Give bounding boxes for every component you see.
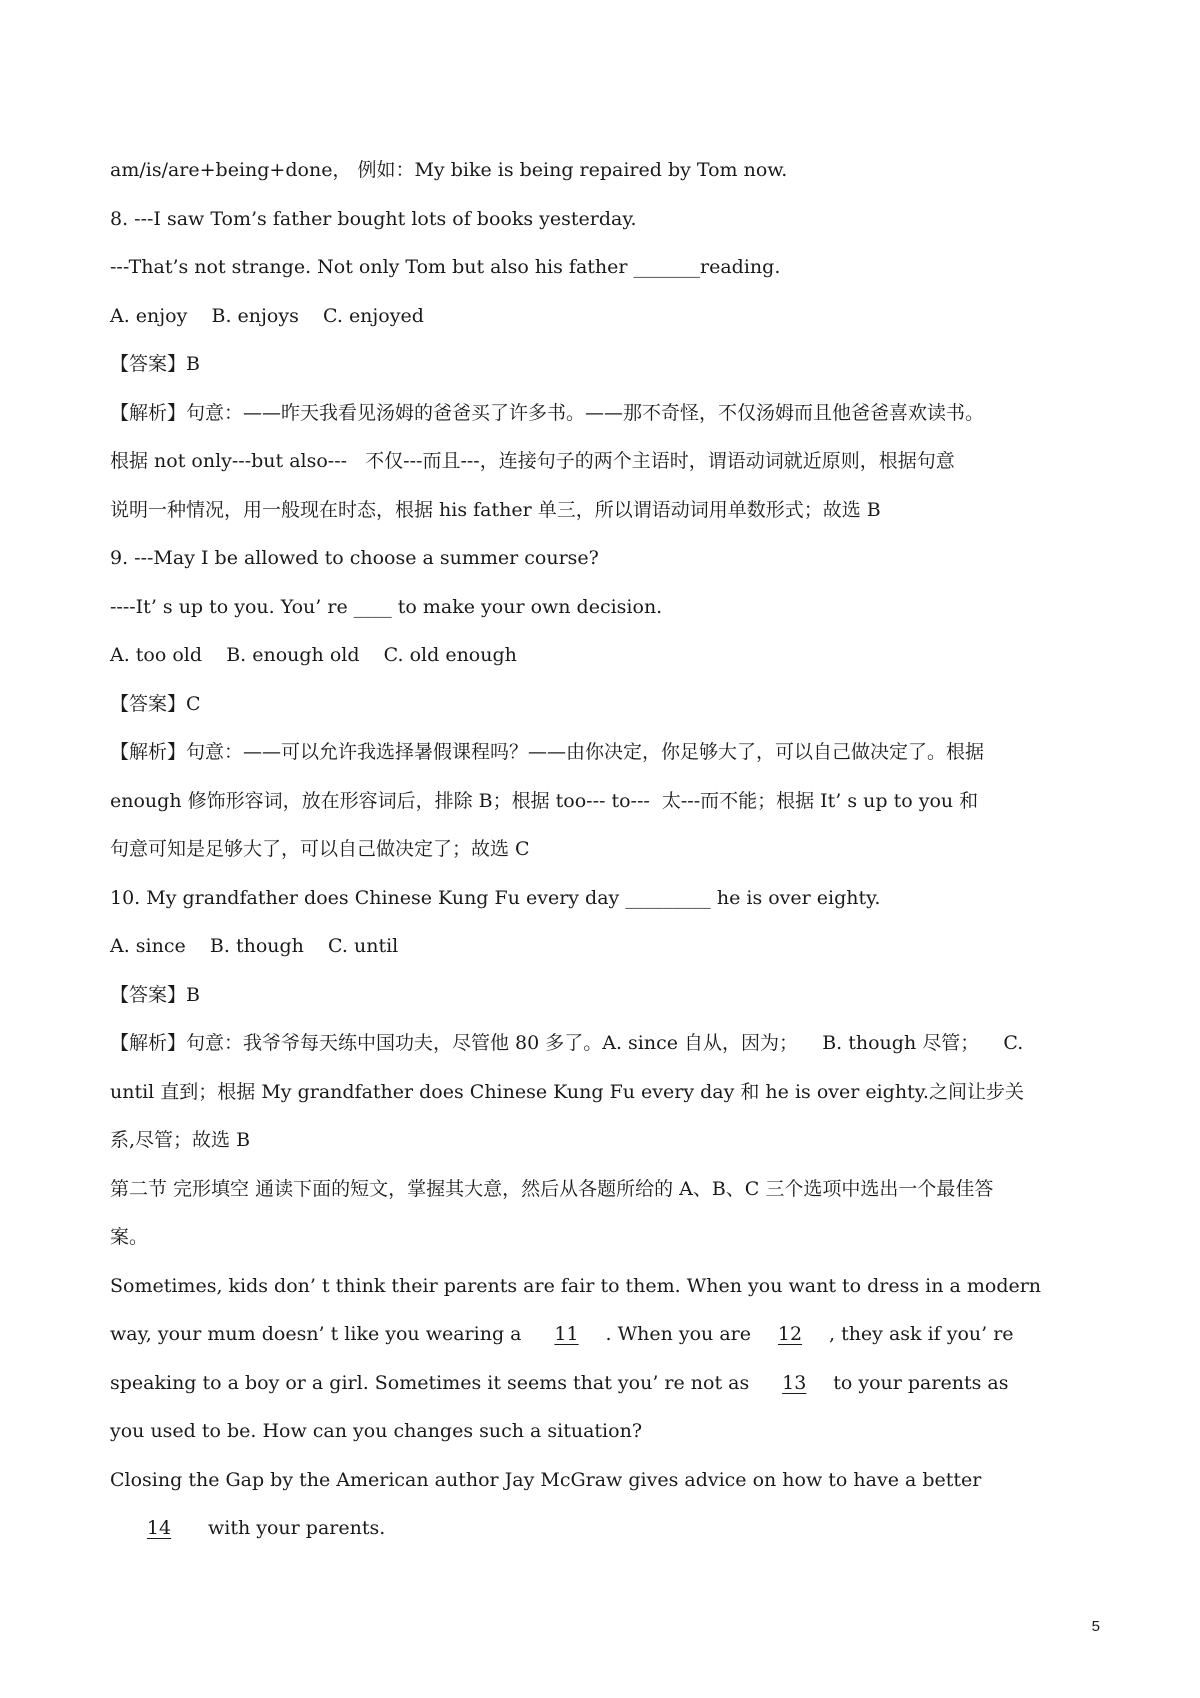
blank-11: 11 [554, 1323, 579, 1345]
explanation-line: 根据 not only---but also--- 不仅---而且---，连接句子的两个主语时，谓语动词就近原则，根据句意 [110, 450, 955, 472]
passage-line [110, 1504, 1100, 1553]
blank-13: 13 [782, 1371, 807, 1394]
explanation-line: 系,尽管；故选 B [110, 1129, 251, 1151]
explanation-line: 【解析】句意：我爷爷每天练中国功夫，尽管他 80 多了。A. since 自从，因为； B. though 尽管； C. [110, 1032, 1024, 1054]
answer-key: 【答案】C [110, 692, 201, 715]
passage-text: to your parents as [833, 1371, 1009, 1394]
passage-line: you used to be. How can you changes such a situation? [110, 1420, 642, 1442]
answer-options: A. too old B. enough old C. old enough [110, 644, 517, 666]
blank-12: 12 [777, 1323, 803, 1345]
question-8: 8. ---I saw Tom’s father bought lots of books yesterday. [110, 207, 637, 230]
question-9: 9. ---May I be allowed to choose a summer course? [110, 547, 599, 569]
explanation-line: 【解析】句意：——昨天我看见汤姆的爸爸买了许多书。——那不奇怪，不仅汤姆而且他爸爸喜欢读书。 [110, 401, 985, 424]
passage-line [110, 1359, 1100, 1408]
text-line: ---That’s not strange. Not only Tom but also his father _______reading. [110, 256, 781, 278]
explanation-line: until 直到；根据 My grandfather does Chinese Kung Fu every day 和 he is over eighty.之间让步关 [110, 1080, 1024, 1103]
text-line: am/is/are+being+done， 例如：My bike is being repaired by Tom now. [110, 159, 788, 181]
document-body [110, 146, 1100, 1553]
blank-14: 14 [146, 1517, 172, 1539]
section-heading: 第二节 完形填空 通读下面的短文，掌握其大意，然后从各题所给的 A、B、C 三个选项中选出一个最佳答 [110, 1177, 994, 1200]
passage-text: . When you are [605, 1323, 751, 1345]
passage-text: , they ask if you’ re [828, 1323, 1014, 1345]
explanation-line: 句意可知是足够大了，可以自己做决定了；故选 C [110, 838, 530, 860]
page-number: 5 [1091, 1618, 1100, 1635]
explanation-line: 说明一种情况，用一般现在时态，根据 his father 单三，所以谓语动词用单数形式；故选 B [110, 498, 881, 521]
answer-key: 【答案】B [110, 353, 200, 375]
passage-line: Closing the Gap by the American author Jay McGraw gives advice on how to have a better [110, 1468, 982, 1491]
answer-options: A. since B. though C. until [110, 935, 399, 957]
section-heading: 案。 [110, 1226, 149, 1248]
passage-text: way, your mum doesn’ t like you wearing a [110, 1323, 528, 1345]
explanation-line: 【解析】句意：——可以允许我选择暑假课程吗？——由你决定，你足够大了，可以自己做决定了。根据 [110, 741, 985, 763]
explanation-line: enough 修饰形容词，放在形容词后，排除 B；根据 too--- to--- 太---而不能；根据 It’ s up to you 和 [110, 789, 979, 812]
answer-key: 【答案】B [110, 983, 200, 1006]
passage-text: with your parents. [208, 1517, 386, 1539]
text-line: ----It’ s up to you. You’ re ____ to make your own decision. [110, 595, 663, 618]
answer-options: A. enjoy B. enjoys C. enjoyed [110, 304, 424, 327]
question-10: 10. My grandfather does Chinese Kung Fu every day _________ he is over eighty. [110, 886, 881, 909]
passage-line: Sometimes, kids don’ t think their parents are fair to them. When you want to dress in a modern [110, 1274, 1042, 1297]
passage-text: speaking to a boy or a girl. Sometimes it seems that you’ re not as [110, 1371, 756, 1394]
passage-line [110, 1310, 1100, 1359]
